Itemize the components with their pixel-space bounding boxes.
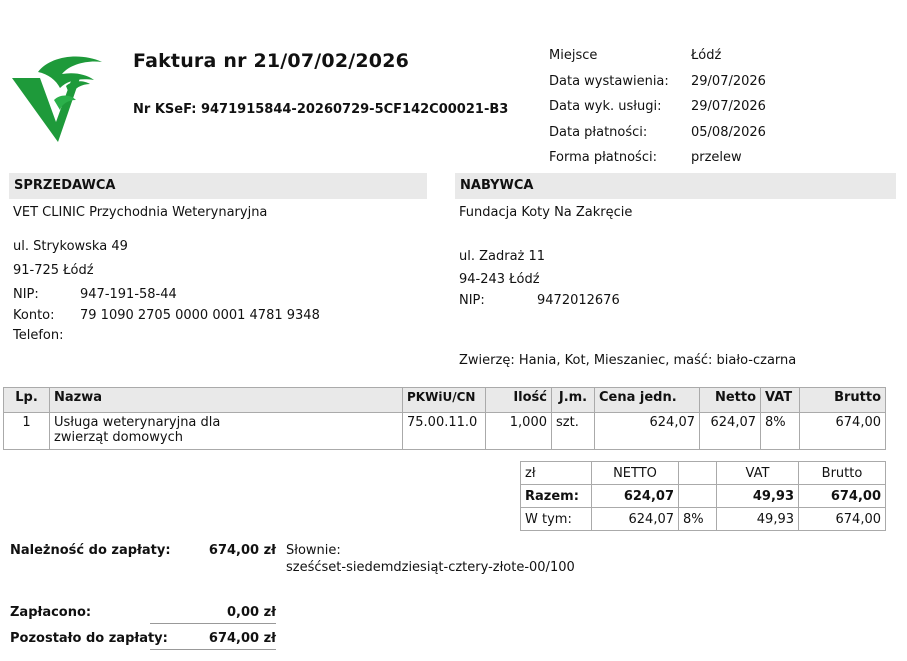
buyer-heading: NABYWCA <box>455 173 896 199</box>
company-logo <box>10 50 110 145</box>
table-row: 1 Usługa weterynaryjna dla zwierząt domowych 75.00.11.0 1,000 szt. 624,07 624,07 8% 674,00 <box>4 413 886 450</box>
col-pkwiu: PKWiU/CN <box>403 388 486 413</box>
buyer-street: ul. Zadraż 11 <box>459 249 546 264</box>
ksef-number: Nr KSeF: 9471915844-20260729-5CF142C00021-B3 <box>133 102 509 117</box>
amount-due-value: 674,00 zł <box>208 543 276 558</box>
seller-city: 91-725 Łódź <box>13 263 94 278</box>
seller-account-label: Konto: <box>13 308 55 323</box>
seller-nip-label: NIP: <box>13 287 39 302</box>
col-name: Nazwa <box>50 388 403 413</box>
col-net: Netto <box>700 388 761 413</box>
seller-name: VET CLINIC Przychodnia Weterynaryjna <box>13 205 268 220</box>
buyer-name: Fundacja Koty Na Zakręcie <box>459 205 633 220</box>
buyer-nip: 9472012676 <box>537 293 620 308</box>
paid-label: Zapłacono: <box>10 605 92 620</box>
summary-table <box>520 461 886 531</box>
col-unit-price: Cena jedn. <box>595 388 700 413</box>
col-vat: VAT <box>761 388 800 413</box>
items-table <box>3 387 886 450</box>
col-qty: Ilość <box>486 388 552 413</box>
paid-value: 0,00 zł <box>150 605 276 624</box>
remaining-label: Pozostało do zapłaty: <box>10 631 168 646</box>
col-lp: Lp. <box>4 388 50 413</box>
animal-info: Zwierzę: Hania, Kot, Mieszaniec, maść: biało-czarna <box>459 353 797 368</box>
amount-words-label: Słownie: <box>286 543 341 558</box>
seller-heading: SPRZEDAWCA <box>9 173 427 199</box>
col-unit: J.m. <box>552 388 595 413</box>
items-header-row <box>4 388 886 413</box>
col-gross: Brutto <box>800 388 886 413</box>
seller-street: ul. Strykowska 49 <box>13 239 128 254</box>
invoice-title: Faktura nr 21/07/02/2026 <box>133 50 410 72</box>
summary-header-row: zł NETTO VAT Brutto <box>521 462 886 485</box>
amount-due-label: Należność do zapłaty: <box>10 543 171 558</box>
buyer-city: 94-243 Łódź <box>459 272 540 287</box>
seller-account: 79 1090 2705 0000 0001 4781 9348 <box>80 308 320 323</box>
seller-phone-label: Telefon: <box>13 328 64 343</box>
summary-breakdown-row: W tym: 624,07 8% 49,93 674,00 <box>521 508 886 531</box>
amount-words: sześćset-siedemdziesiąt-cztery-złote-00/100 <box>286 560 575 575</box>
buyer-nip-label: NIP: <box>459 293 485 308</box>
remaining-value: 674,00 zł <box>150 631 276 650</box>
summary-total-row: Razem: 624,07 49,93 674,00 <box>521 485 886 508</box>
seller-nip: 947-191-58-44 <box>80 287 177 302</box>
